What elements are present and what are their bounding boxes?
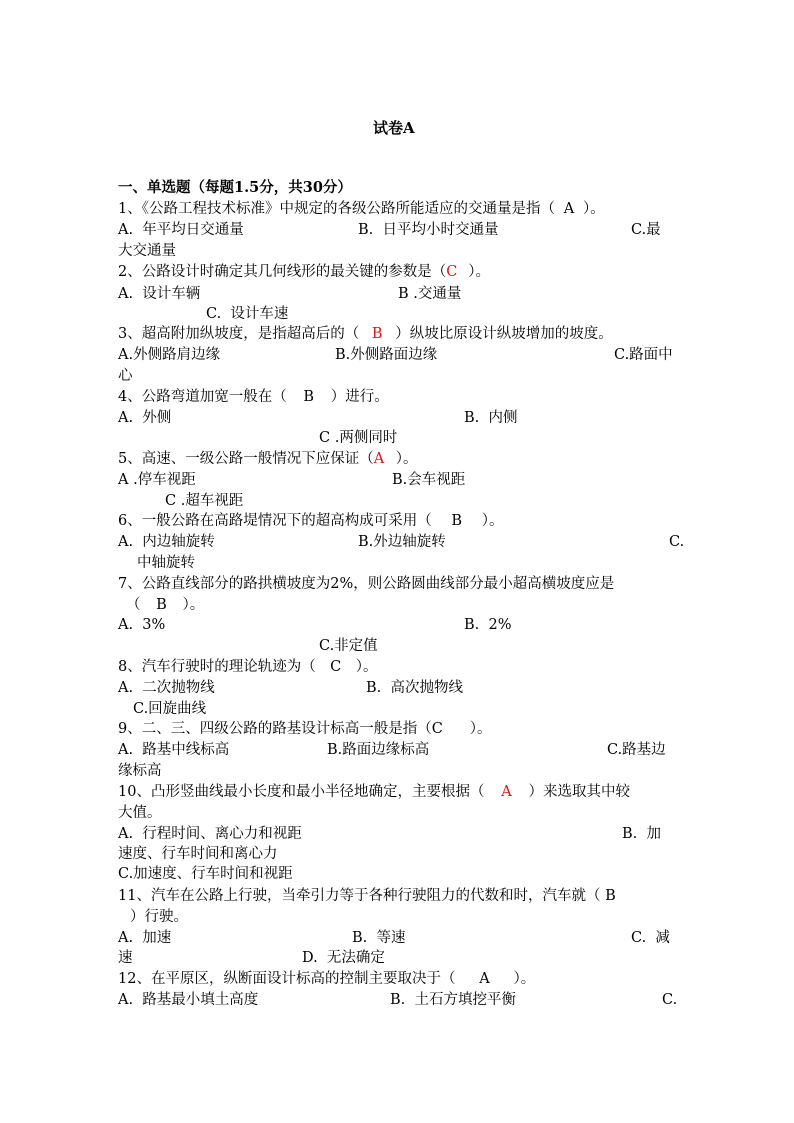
answer-mark: B	[371, 326, 383, 342]
option-b-continued: 速度、行车时间和离心力	[118, 846, 278, 862]
option-b: B. 2%	[464, 617, 512, 633]
option-c: C.回旋曲线	[133, 701, 207, 717]
question-stem: 5、高速、一级公路一般情况下应保证（	[118, 451, 374, 467]
option-c: C .超车视距	[165, 493, 244, 509]
page-title: 试卷A	[373, 119, 415, 137]
option-b: B. 高次抛物线	[366, 680, 463, 696]
option-c-continued: 心	[118, 368, 133, 384]
question-3	[118, 324, 613, 344]
option-b: B .交通量	[398, 286, 462, 302]
option-a: A. 设计车辆	[118, 286, 201, 302]
question-stem-end: ）。	[355, 659, 378, 675]
option-c-continued: 速	[118, 950, 133, 966]
option-a: A. 路基中线标高	[118, 742, 230, 758]
option-b: B.外边轴旋转	[358, 534, 446, 550]
option-a: A. 内边轴旋转	[118, 534, 215, 550]
question-stem: 11、汽车在公路上行驶，当牵引力等于各种行驶阻力的代数和时，汽车就（	[118, 888, 601, 904]
option-a: A. 加速	[118, 930, 172, 946]
option-a: A. 年平均日交通量	[118, 222, 244, 238]
question-7: 7、公路直线部分的路拱横坡度为2%，则公路圆曲线部分最小超高横坡度应是	[118, 576, 615, 592]
option-a: A. 行程时间、离心力和视距	[118, 826, 302, 842]
option-c: C.非定值	[319, 638, 378, 654]
answer-mark: A	[479, 971, 490, 987]
option-c: C.	[662, 992, 678, 1008]
option-a: A. 路基最小填土高度	[118, 992, 259, 1008]
option-b: B.路面边缘标高	[327, 742, 430, 758]
question-stem-end: ）进行。	[330, 389, 389, 405]
answer-mark: A	[373, 451, 385, 467]
question-9	[118, 719, 491, 739]
question-7-answer	[126, 595, 204, 615]
option-a: A. 外侧	[118, 410, 172, 426]
answer-mark: B	[303, 389, 315, 405]
option-b: B.外侧路面边缘	[335, 347, 438, 363]
question-stem: 12、在平原区，纵断面设计标高的控制主要取决于（	[118, 971, 456, 987]
question-8	[118, 657, 377, 677]
question-2	[118, 262, 490, 282]
question-stem: （	[126, 597, 141, 613]
option-a: A. 3%	[118, 617, 166, 633]
answer-mark: B	[605, 888, 616, 904]
section-heading: 一、单选题（每题1.5分，共30分）	[118, 179, 352, 196]
question-10-continued: 大值。	[118, 805, 162, 821]
option-b: B. 加	[622, 826, 661, 842]
question-stem-end: ）。	[481, 513, 504, 529]
option-d: D. 无法确定	[302, 950, 385, 966]
option-a: A .停车视距	[118, 472, 196, 488]
option-a: A.外侧路肩边缘	[118, 347, 221, 363]
question-stem-end: ）。	[513, 971, 536, 987]
question-stem: 4、公路弯道加宽一般在（	[118, 389, 287, 405]
question-5	[118, 449, 417, 469]
question-stem-end: ）。	[469, 721, 492, 737]
option-c-continued: 大交通量	[118, 243, 176, 259]
answer-mark: B	[451, 513, 463, 529]
question-stem: 8、汽车行驶时的理论轨迹为（	[118, 659, 316, 675]
question-stem-end: ）纵坡比原设计纵坡增加的坡度。	[395, 326, 613, 342]
question-4	[118, 387, 389, 407]
option-c: C. 设计车速	[206, 306, 289, 322]
option-b: B.会车视距	[392, 472, 466, 488]
question-stem: 2、公路设计时确定其几何线形的最关键的参数是（	[118, 264, 447, 280]
option-c: C.	[669, 534, 685, 550]
option-a: A. 二次抛物线	[118, 680, 215, 696]
question-12	[118, 969, 535, 989]
question-stem: 9、二、三、四级公路的路基设计标高一般是指（	[118, 721, 432, 737]
question-1	[118, 199, 605, 219]
option-c: C .两侧同时	[319, 430, 398, 446]
option-c: C.加速度、行车时间和视距	[118, 866, 293, 882]
option-b: B. 内侧	[464, 410, 518, 426]
question-10	[118, 782, 630, 802]
question-stem-end: ）。	[182, 597, 205, 613]
question-stem-end: ）。	[395, 451, 418, 467]
question-stem: 3、超高附加纵坡度，是指超高后的（	[118, 326, 360, 342]
question-stem: 10、凸形竖曲线最小长度和最小半径地确定，主要根据（	[118, 784, 485, 800]
option-c: C. 减	[631, 930, 670, 946]
option-b: B. 等速	[352, 930, 406, 946]
question-stem: 6、一般公路在高路堤情况下的超高构成可采用（	[118, 513, 432, 529]
question-11	[118, 886, 620, 906]
answer-mark: C	[330, 659, 342, 675]
option-c: C.路面中	[614, 347, 673, 363]
option-c: C.最	[631, 222, 661, 238]
answer-mark: C	[431, 721, 443, 737]
answer-mark: B	[156, 597, 167, 613]
option-b: B. 日平均小时交通量	[358, 222, 499, 238]
question-6	[118, 511, 503, 531]
option-c-continued: 缘标高	[118, 763, 162, 779]
answer-mark: A	[563, 201, 575, 217]
option-c-continued: 中轴旋转	[137, 555, 195, 571]
question-11-continued: ）行驶。	[130, 909, 188, 925]
option-c: C.路基边	[607, 742, 666, 758]
question-stem: 1、《公路工程技术标准》中规定的各级公路所能适应的交通量是指（	[118, 201, 555, 217]
option-b: B. 土石方填挖平衡	[390, 992, 516, 1008]
question-stem-end: ）来选取其中较	[528, 784, 630, 800]
answer-mark: C	[446, 264, 458, 280]
answer-mark: A	[501, 784, 512, 800]
question-stem-end: ）。	[582, 201, 605, 217]
question-stem-end: ）。	[468, 264, 490, 280]
